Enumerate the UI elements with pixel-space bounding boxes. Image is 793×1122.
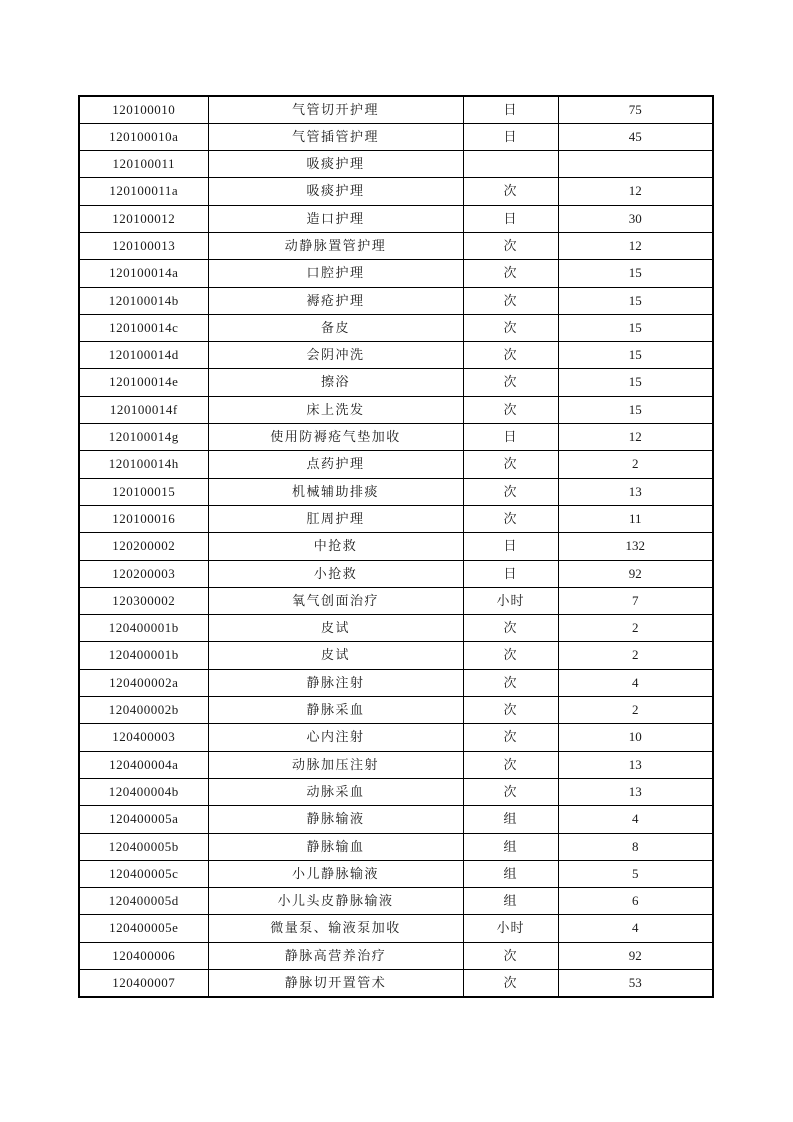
name-cell: 动脉加压注射 bbox=[208, 751, 463, 778]
unit-cell: 次 bbox=[463, 342, 558, 369]
name-cell: 吸痰护理 bbox=[208, 178, 463, 205]
name-cell: 静脉注射 bbox=[208, 669, 463, 696]
name-cell: 会阴冲洗 bbox=[208, 342, 463, 369]
price-cell: 92 bbox=[558, 942, 713, 969]
name-cell: 皮试 bbox=[208, 642, 463, 669]
price-cell: 12 bbox=[558, 178, 713, 205]
unit-cell: 小时 bbox=[463, 587, 558, 614]
table-row bbox=[79, 396, 713, 423]
price-cell: 45 bbox=[558, 123, 713, 150]
price-cell: 6 bbox=[558, 888, 713, 915]
table-row bbox=[79, 587, 713, 614]
code-cell: 120400002a bbox=[79, 669, 208, 696]
unit-cell: 小时 bbox=[463, 915, 558, 942]
table-row bbox=[79, 314, 713, 341]
price-cell: 2 bbox=[558, 697, 713, 724]
table-row bbox=[79, 751, 713, 778]
table-row bbox=[79, 478, 713, 505]
price-cell: 15 bbox=[558, 260, 713, 287]
price-cell: 7 bbox=[558, 587, 713, 614]
code-cell: 120100014a bbox=[79, 260, 208, 287]
code-cell: 120400005b bbox=[79, 833, 208, 860]
name-cell: 静脉输液 bbox=[208, 806, 463, 833]
name-cell: 静脉高营养治疗 bbox=[208, 942, 463, 969]
table-row bbox=[79, 724, 713, 751]
code-cell: 120100014g bbox=[79, 424, 208, 451]
name-cell: 擦浴 bbox=[208, 369, 463, 396]
name-cell: 气管切开护理 bbox=[208, 96, 463, 123]
unit-cell: 次 bbox=[463, 260, 558, 287]
code-cell: 120100010 bbox=[79, 96, 208, 123]
price-cell: 92 bbox=[558, 560, 713, 587]
unit-cell: 日 bbox=[463, 96, 558, 123]
code-cell: 120100013 bbox=[79, 232, 208, 259]
price-cell: 30 bbox=[558, 205, 713, 232]
unit-cell: 次 bbox=[463, 287, 558, 314]
unit-cell: 次 bbox=[463, 669, 558, 696]
code-cell: 120100011a bbox=[79, 178, 208, 205]
price-table-body bbox=[79, 96, 713, 997]
table-row bbox=[79, 833, 713, 860]
code-cell: 120200003 bbox=[79, 560, 208, 587]
code-cell: 120400001b bbox=[79, 615, 208, 642]
price-cell: 4 bbox=[558, 669, 713, 696]
unit-cell: 次 bbox=[463, 396, 558, 423]
name-cell: 心内注射 bbox=[208, 724, 463, 751]
unit-cell: 日 bbox=[463, 424, 558, 451]
price-table bbox=[78, 95, 714, 998]
table-row bbox=[79, 560, 713, 587]
price-cell: 15 bbox=[558, 287, 713, 314]
code-cell: 120400003 bbox=[79, 724, 208, 751]
unit-cell: 日 bbox=[463, 205, 558, 232]
unit-cell: 次 bbox=[463, 942, 558, 969]
price-cell: 4 bbox=[558, 806, 713, 833]
code-cell: 120100011 bbox=[79, 151, 208, 178]
table-row bbox=[79, 505, 713, 532]
table-row bbox=[79, 123, 713, 150]
unit-cell: 次 bbox=[463, 505, 558, 532]
price-cell: 15 bbox=[558, 342, 713, 369]
table-row bbox=[79, 806, 713, 833]
name-cell: 机械辅助排痰 bbox=[208, 478, 463, 505]
unit-cell: 组 bbox=[463, 833, 558, 860]
table-row bbox=[79, 424, 713, 451]
name-cell: 吸痰护理 bbox=[208, 151, 463, 178]
code-cell: 120100014e bbox=[79, 369, 208, 396]
unit-cell: 日 bbox=[463, 533, 558, 560]
name-cell: 动脉采血 bbox=[208, 778, 463, 805]
unit-cell: 次 bbox=[463, 451, 558, 478]
unit-cell: 次 bbox=[463, 751, 558, 778]
table-row bbox=[79, 778, 713, 805]
table-row bbox=[79, 342, 713, 369]
unit-cell: 日 bbox=[463, 123, 558, 150]
unit-cell: 组 bbox=[463, 806, 558, 833]
table-row bbox=[79, 178, 713, 205]
code-cell: 120100014f bbox=[79, 396, 208, 423]
unit-cell: 次 bbox=[463, 724, 558, 751]
table-row bbox=[79, 205, 713, 232]
name-cell: 床上洗发 bbox=[208, 396, 463, 423]
name-cell: 静脉切开置管术 bbox=[208, 970, 463, 997]
unit-cell: 组 bbox=[463, 860, 558, 887]
price-cell: 15 bbox=[558, 369, 713, 396]
table-row bbox=[79, 642, 713, 669]
name-cell: 动静脉置管护理 bbox=[208, 232, 463, 259]
price-cell: 13 bbox=[558, 751, 713, 778]
unit-cell: 次 bbox=[463, 615, 558, 642]
code-cell: 120200002 bbox=[79, 533, 208, 560]
name-cell: 小抢救 bbox=[208, 560, 463, 587]
name-cell: 口腔护理 bbox=[208, 260, 463, 287]
price-cell: 12 bbox=[558, 232, 713, 259]
table-row bbox=[79, 151, 713, 178]
name-cell: 皮试 bbox=[208, 615, 463, 642]
price-cell: 2 bbox=[558, 615, 713, 642]
code-cell: 120100014b bbox=[79, 287, 208, 314]
table-row bbox=[79, 669, 713, 696]
code-cell: 120100014d bbox=[79, 342, 208, 369]
name-cell: 肛周护理 bbox=[208, 505, 463, 532]
name-cell: 褥疮护理 bbox=[208, 287, 463, 314]
name-cell: 静脉输血 bbox=[208, 833, 463, 860]
table-row bbox=[79, 942, 713, 969]
table-row bbox=[79, 369, 713, 396]
code-cell: 120100014c bbox=[79, 314, 208, 341]
price-cell: 75 bbox=[558, 96, 713, 123]
name-cell: 微量泵、输液泵加收 bbox=[208, 915, 463, 942]
table-row bbox=[79, 697, 713, 724]
table-row bbox=[79, 615, 713, 642]
price-cell: 11 bbox=[558, 505, 713, 532]
name-cell: 小儿静脉输液 bbox=[208, 860, 463, 887]
price-cell bbox=[558, 151, 713, 178]
price-cell: 13 bbox=[558, 478, 713, 505]
unit-cell: 次 bbox=[463, 697, 558, 724]
unit-cell: 次 bbox=[463, 314, 558, 341]
name-cell: 备皮 bbox=[208, 314, 463, 341]
unit-cell bbox=[463, 151, 558, 178]
price-cell: 2 bbox=[558, 451, 713, 478]
unit-cell: 次 bbox=[463, 178, 558, 205]
name-cell: 小儿头皮静脉输液 bbox=[208, 888, 463, 915]
code-cell: 120400004b bbox=[79, 778, 208, 805]
unit-cell: 次 bbox=[463, 369, 558, 396]
table-row bbox=[79, 915, 713, 942]
code-cell: 120300002 bbox=[79, 587, 208, 614]
name-cell: 点药护理 bbox=[208, 451, 463, 478]
code-cell: 120100014h bbox=[79, 451, 208, 478]
name-cell: 造口护理 bbox=[208, 205, 463, 232]
code-cell: 120100012 bbox=[79, 205, 208, 232]
price-cell: 8 bbox=[558, 833, 713, 860]
code-cell: 120100015 bbox=[79, 478, 208, 505]
price-cell: 13 bbox=[558, 778, 713, 805]
unit-cell: 次 bbox=[463, 778, 558, 805]
price-cell: 2 bbox=[558, 642, 713, 669]
price-cell: 132 bbox=[558, 533, 713, 560]
table-row bbox=[79, 96, 713, 123]
code-cell: 120400005d bbox=[79, 888, 208, 915]
code-cell: 120400005a bbox=[79, 806, 208, 833]
unit-cell: 次 bbox=[463, 232, 558, 259]
table-row bbox=[79, 260, 713, 287]
code-cell: 120400005e bbox=[79, 915, 208, 942]
unit-cell: 日 bbox=[463, 560, 558, 587]
name-cell: 中抢救 bbox=[208, 533, 463, 560]
table-row bbox=[79, 451, 713, 478]
price-cell: 5 bbox=[558, 860, 713, 887]
code-cell: 120400005c bbox=[79, 860, 208, 887]
name-cell: 静脉采血 bbox=[208, 697, 463, 724]
price-cell: 15 bbox=[558, 314, 713, 341]
name-cell: 氧气创面治疗 bbox=[208, 587, 463, 614]
price-cell: 15 bbox=[558, 396, 713, 423]
table-row bbox=[79, 232, 713, 259]
code-cell: 120400001b bbox=[79, 642, 208, 669]
price-cell: 10 bbox=[558, 724, 713, 751]
code-cell: 120100010a bbox=[79, 123, 208, 150]
table-row bbox=[79, 888, 713, 915]
code-cell: 120400002b bbox=[79, 697, 208, 724]
code-cell: 120400006 bbox=[79, 942, 208, 969]
table-row bbox=[79, 287, 713, 314]
table-row bbox=[79, 860, 713, 887]
name-cell: 使用防褥疮气垫加收 bbox=[208, 424, 463, 451]
unit-cell: 组 bbox=[463, 888, 558, 915]
price-cell: 12 bbox=[558, 424, 713, 451]
code-cell: 120400004a bbox=[79, 751, 208, 778]
code-cell: 120400007 bbox=[79, 970, 208, 997]
table-row bbox=[79, 533, 713, 560]
unit-cell: 次 bbox=[463, 642, 558, 669]
unit-cell: 次 bbox=[463, 478, 558, 505]
table-row bbox=[79, 970, 713, 997]
name-cell: 气管插管护理 bbox=[208, 123, 463, 150]
price-cell: 53 bbox=[558, 970, 713, 997]
price-cell: 4 bbox=[558, 915, 713, 942]
code-cell: 120100016 bbox=[79, 505, 208, 532]
unit-cell: 次 bbox=[463, 970, 558, 997]
